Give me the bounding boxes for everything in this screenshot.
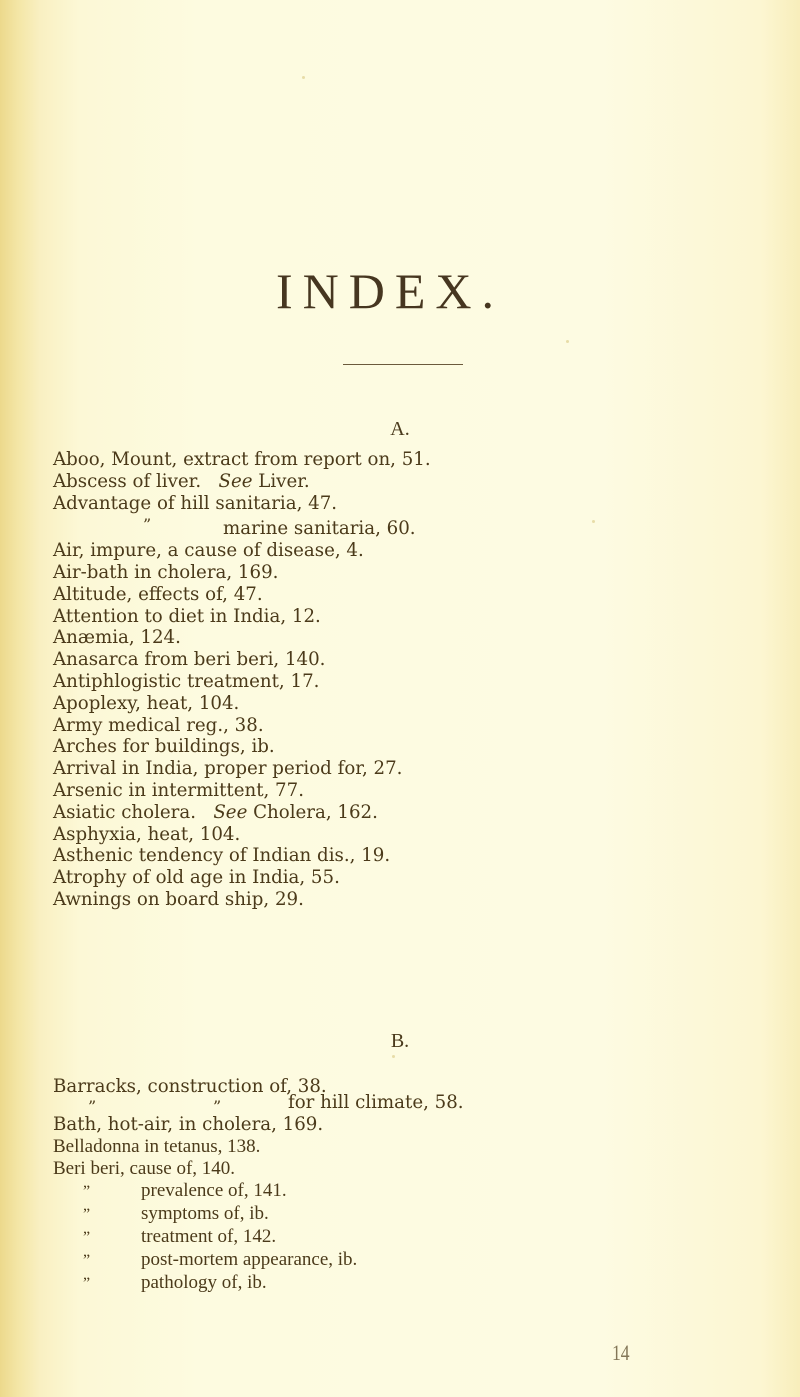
index-list-a [53, 449, 431, 911]
index-entry: Anasarca from beri beri, 140. [53, 649, 326, 671]
index-entry: Air, impure, a cause of disease, 4. [53, 540, 364, 562]
index-entry: Bath, hot-air, in cholera, 169. [53, 1114, 324, 1135]
title-divider [343, 364, 463, 365]
index-entry: Awnings on board ship, 29. [53, 888, 304, 910]
index-entry-ditto: ” marine sanitaria, 60. [143, 515, 416, 540]
index-list-b [53, 1076, 464, 1295]
index-entry: Arsenic in intermittent, 77. [53, 779, 304, 801]
ditto-mark: ” [88, 1097, 97, 1116]
section-heading-b: B. [390, 1030, 410, 1052]
index-entry-ditto: ” symptoms of, ib. [53, 1203, 357, 1226]
index-entry: Barracks, construction of, 38. [53, 1076, 327, 1097]
index-entry-ditto: ” ” for hill climate, 58. [88, 1092, 464, 1116]
index-entry: Belladonna in tetanus, 138. [53, 1136, 261, 1157]
index-entry: Anæmia, 124. [53, 627, 181, 649]
page-number: 14 [612, 1340, 630, 1365]
paper-speck [592, 520, 595, 523]
index-entry-ditto: ” pathology of, ib. [53, 1272, 357, 1295]
index-entry: Army medical reg., 38. [53, 714, 264, 736]
paper-speck [302, 76, 305, 79]
ditto-mark: ” [83, 1275, 91, 1292]
index-entry: Asphyxia, heat, 104. [53, 823, 241, 845]
paper-speck [392, 1055, 395, 1058]
index-entry: Arches for buildings, ib. [53, 736, 275, 758]
cross-reference: Liver. [258, 470, 310, 492]
index-entry: Arrival in India, proper period for, 27. [53, 758, 403, 780]
index-entry: Apoplexy, heat, 104. [53, 692, 240, 714]
ditto-mark: ” [83, 1229, 91, 1246]
index-entry: Asiatic cholera. See Cholera, 162. [53, 801, 378, 823]
index-entry: Attention to diet in India, 12. [53, 605, 321, 627]
section-heading-a: A. [390, 418, 410, 440]
index-entry: Air-bath in cholera, 169. [53, 561, 279, 583]
ditto-mark: ” [83, 1183, 91, 1200]
index-entry: Altitude, effects of, 47. [53, 583, 263, 605]
index-entry: Antiphlogistic treatment, 17. [53, 670, 320, 692]
index-entry-ditto: ” prevalence of, 141. [53, 1180, 357, 1203]
index-entry: Asthenic tendency of Indian dis., 19. [53, 845, 391, 867]
index-entry: Advantage of hill sanitaria, 47. [53, 492, 338, 514]
see-reference-label: See [213, 801, 248, 823]
see-reference-label: See [218, 470, 253, 492]
cross-reference: Cholera, 162. [253, 801, 378, 823]
paper-speck [566, 340, 569, 343]
index-entry-ditto: ” treatment of, 142. [53, 1226, 357, 1249]
index-entry-ditto: ” post-mortem appearance, ib. [53, 1249, 357, 1272]
ditto-mark: ” [213, 1097, 222, 1116]
ditto-mark: ” [143, 515, 152, 535]
index-entry: Aboo, Mount, extract from report on, 51. [53, 449, 431, 470]
index-entry: Beri beri, cause of, 140. [53, 1158, 236, 1179]
index-entry: Atrophy of old age in India, 55. [53, 867, 340, 889]
ditto-mark: ” [83, 1252, 91, 1269]
index-entry: Abscess of liver. See Liver. [53, 470, 310, 492]
ditto-mark: ” [83, 1206, 91, 1223]
page-title: INDEX. [275, 263, 505, 319]
